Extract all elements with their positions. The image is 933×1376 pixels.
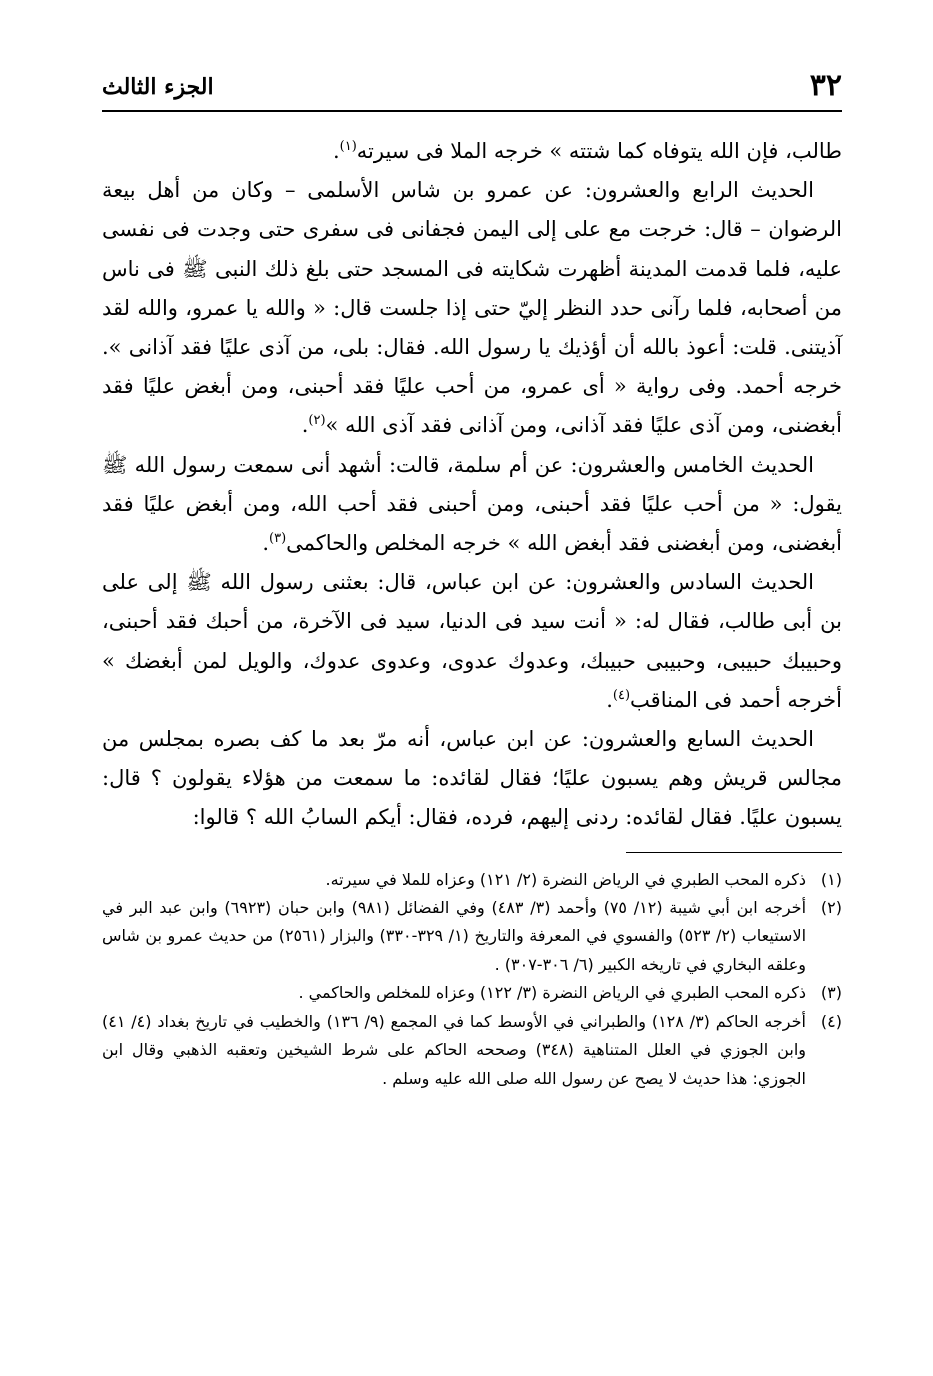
paragraph: الحديث الرابع والعشرون: عن عمرو بن شاس الأسلمى – وكان من أهل بيعة الرضوان – قال: خرجت مع على إلى اليمن فجفانى فى سفرى حتى وجدت فى نفسى عليه، فلما قدمت المدينة أظهرت شكايته فى المسجد حتى بلغ ذلك النبى ﷺ فى ناس من أصحابه، فلما رآنى حدد النظر إليّ حتى إذا جلست قال: « والله يا عمرو، والله لقد آذيتنى. قلت: أعوذ بالله أن أؤذيك يا رسول الله. فقال: بلى، من آذى عليًا فقد آذانى ». خرجه أحمد. وفى رواية « أى عمرو، من أحب عليًا فقد أحبنى، ومن أبغض عليًا فقد أبغضنى، ومن آذى عليًا فقد آذانى، ومن آذانى فقد آذى الله »$^{(٢)}$. [102,178,842,438]
paragraph: طالب، فإن الله يتوفاه كما شتته » خرجه الملا فى سيرته$^{(١)}$. [332,139,842,163]
footnotes [102,866,842,1093]
footnote-text: ذكره المحب الطبري في الرياض النضرة (٣/ ١٢٢) وعزاه للمخلص والحاكمي . [298,983,806,1003]
footnote-number: (٢) [820,898,842,918]
page-header [102,62,842,112]
book-page [102,62,842,1093]
footnote-number: (٤) [820,1011,842,1031]
footnote-number: (٣) [820,983,842,1003]
footnote-text: أخرجه الحاكم (٣/ ١٢٨) والطبراني في الأوسط كما في المجمع (٩/ ١٣٦) والخطيب في تاريخ بغداد (٤/ ٤١) وابن الجوزي في العلل المتناهية (٣٤٨) وصححه الحاكم على شرط الشيخين وتعقبه الذهبي وقال ابن الجوزي: هذا حديث لا يصح عن رسول الله صلى الله عليه وسلم . [102,1011,806,1088]
footnote [102,894,842,979]
footnote-number: (١) [820,869,842,889]
footnote-ref: (١) [339,139,357,154]
paragraph: الحديث السادس والعشرون: عن ابن عباس، قال: بعثنى رسول الله ﷺ إلى على بن أبى طالب، فقال له: « أنت سيد فى الدنيا، سيد فى الآخرة، من أحبك فقد أحبنى، وحبيبك حبيبى، وحبيبى حبيبك، وعدوك عدوى، وعدوى عدوك، والويل لمن أبغضك » أخرجه أحمد فى المناقب$^{(٤)}$. [102,570,842,712]
footnote [102,866,842,894]
page-number: ٣٢ [809,68,842,103]
footnote-text: ذكره المحب الطبري في الرياض النضرة (٢/ ١٢١) وعزاه للملا في سيرته. [325,869,806,889]
paragraph: الحديث السابع والعشرون: عن ابن عباس، أنه مرّ بعد ما كف بصره بمجلس من مجالس قريش وهم يسبون عليًا؛ فقال لقائده: ما سمعت من هؤلاء يقولون ؟ قال: يسبون عليًا. فقال لقائده: ردنى إليهم، فرده، فقال: أيكم السابُ الله ؟ قالوا: [102,727,842,830]
main-text [102,132,842,838]
paragraph: الحديث الخامس والعشرون: عن أم سلمة، قالت: أشهد أنى سمعت رسول الله ﷺ يقول: « من أحب عليًا فقد أحبنى، ومن أحبنى فقد أحب الله، ومن أبغض عليًا فقد أبغضنى، ومن أبغضنى فقد أبغض الله » خرجه المخلص والحاكمى$^{(٣)}$. [102,452,842,556]
footnote-ref: (٤) [612,687,631,703]
running-title: الجزء الثالث [102,74,214,100]
footnote-ref: (٢) [308,413,326,429]
footnote [102,1008,842,1093]
footnote-text: أخرجه ابن أبي شيبة (١٢/ ٧٥) وأحمد (٣/ ٤٨٣) وفي الفضائل (٩٨١) وابن حبان (٦٩٢٣) وابن عبد البر في الاستيعاب (٢/ ٥٢٣) والفسوي في المعرفة والتاريخ (١/ ٣٢٩-٣٣٠) والبزار (٢٥٦١) من حديث عمرو بن شاس وعلقه البخاري في تاريخه الكبير (٦/ ٣٠٦-٣٠٧) . [102,898,807,974]
footnote-ref: (٣) [269,531,287,547]
footnote [102,979,842,1007]
